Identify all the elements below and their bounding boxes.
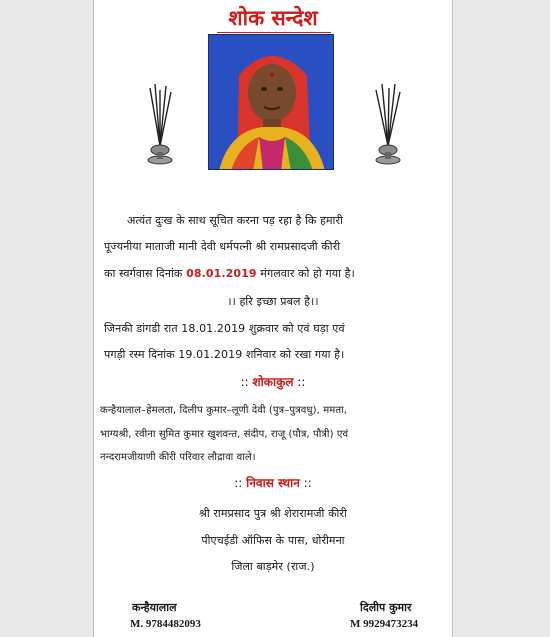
shokakul-title: शोकाकुल xyxy=(252,375,294,389)
intro-line-3-pre: का स्वर्गवास दिनांक xyxy=(104,267,187,280)
residence-heading xyxy=(94,474,452,491)
residence-line-2: पीएचईडी ऑफिस के पास, धोरीमना xyxy=(201,534,345,547)
shokakul-line-2: भाग्यश्री, रवीना सुमित कुमार खुशवन्त, संदीप, राजू (पौत्र, पौत्री) एवं xyxy=(100,429,349,440)
shokakul-deco-left: :: xyxy=(240,375,253,389)
shokakul-heading xyxy=(94,373,452,390)
title-underline xyxy=(217,32,331,33)
shokakul-line-3: नन्दरामजीयाणी कीरी परिवार लौद्रावा वाले। xyxy=(100,452,256,463)
signature-left-phone: M. 9784482093 xyxy=(130,618,201,630)
intro-line-5: जिनकी डांगडी रात 18.01.2019 शुक्रवार को एवं घड़ा एवं xyxy=(104,322,345,335)
shokakul-deco-right: :: xyxy=(293,375,306,389)
residence-line-3: जिला बाड़मेर (राज.) xyxy=(231,560,315,573)
shokakul-line-1: कन्हैयालाल–हेमलता, दिलीप कुमार–लूणी देवी (पुत्र–पुत्रवधु), ममता, xyxy=(100,405,348,416)
intro-line-1: अत्यंत दुःख के साथ सूचित करना पड़ रहा है कि हमारी xyxy=(127,214,343,227)
signature-left-name: कन्हैयालाल xyxy=(132,601,177,614)
intro-line-3 xyxy=(104,266,355,281)
residence-title: निवास स्थान xyxy=(246,476,300,490)
intro-line-3-post: मंगलवार को हो गया है। xyxy=(256,267,355,280)
death-date: 08.01.2019 xyxy=(186,267,257,280)
condolence-card xyxy=(93,0,453,637)
portrait-photo xyxy=(208,34,334,170)
residence-deco-left: :: xyxy=(234,476,247,490)
signature-right-phone: M 9929473234 xyxy=(350,618,419,630)
signature-right-name: दिलीप कुमार xyxy=(360,601,412,614)
card-title: शोक सन्देश xyxy=(228,6,318,30)
incense-icon-left xyxy=(144,84,176,168)
intro-line-6: पगड़ी रस्म दिनांक 19.01.2019 शनिवार को रखा गया है। xyxy=(104,348,345,361)
intro-line-2: पूज्यनीया माताजी मानी देवी धर्मपत्नी श्री रामप्रसादजी कीरी xyxy=(104,240,341,253)
incense-icon-right xyxy=(372,84,404,168)
residence-deco-right: :: xyxy=(299,476,312,490)
residence-line-1: श्री रामप्रसाद पुत्र श्री शेरारामजी कीरी xyxy=(199,507,347,520)
hari-ichha: ।। हरि इच्छा प्रबल है।। xyxy=(227,295,319,308)
